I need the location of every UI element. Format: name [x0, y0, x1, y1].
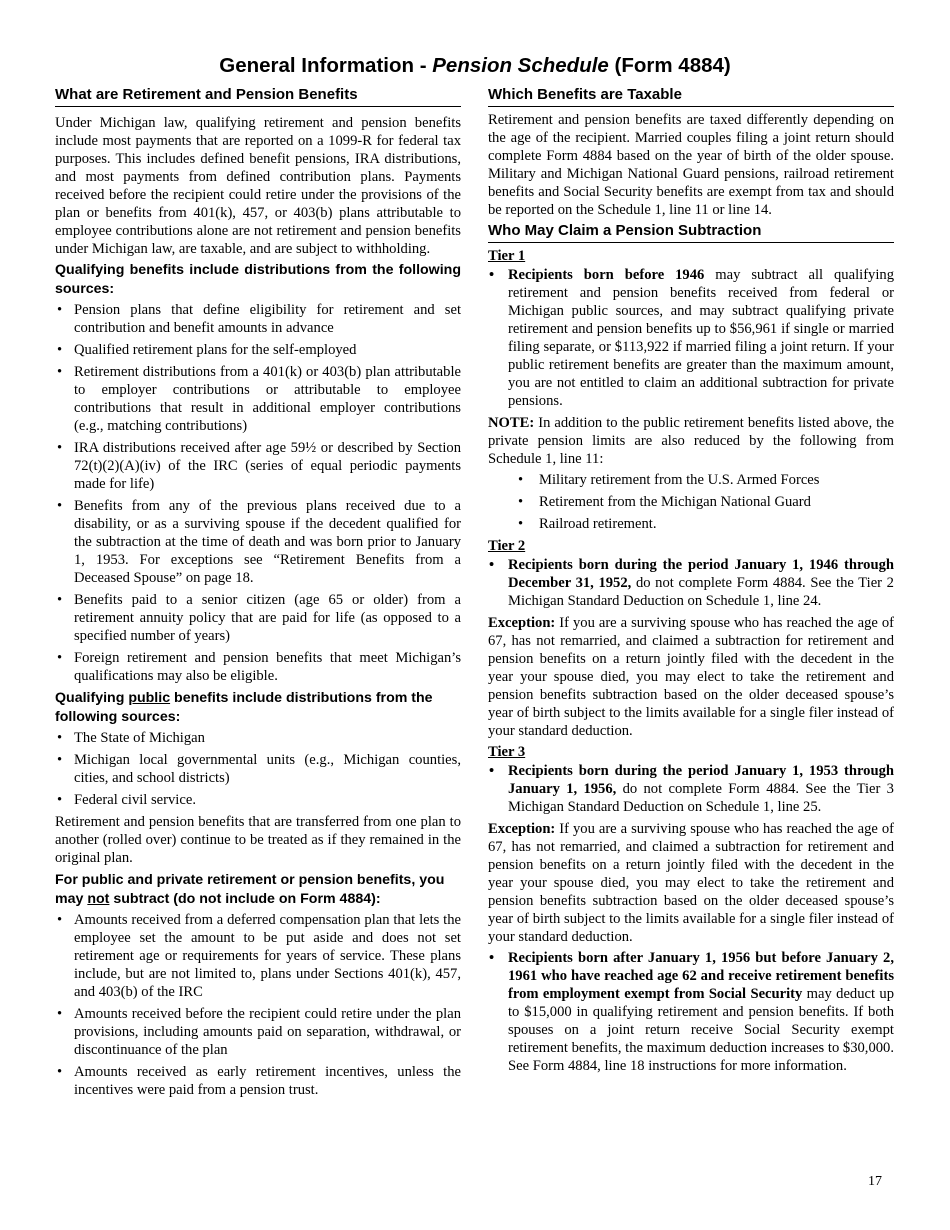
list-item: • Amounts received as early retirement incentives, unless the incentives were paid from a pension trust.	[55, 1063, 461, 1099]
list-item: • Qualified retirement plans for the self-employed	[55, 341, 461, 359]
tier-3-exception: Exception: If you are a surviving spouse who has reached the age of 67, has not remarried, and claimed a subtraction for retirement and pension benefits on a return jointly filed with the decedent in the year your spouse died, you may elect to take the retirement and pension benefits subtraction based on the older deceased spouse’s year of birth subject to the limits available for a single filer instead of your standard deduction.	[488, 821, 894, 945]
section-heading-taxable: Which Benefits are Taxable	[488, 86, 894, 107]
rollover-paragraph: Retirement and pension benefits that are transferred from one plan to another (rolled over) continue to be treated as if they remained in the original plan.	[55, 814, 461, 866]
tier-1-label: Tier 1	[488, 248, 526, 264]
tier-1-list	[488, 266, 894, 410]
list-item: • Federal civil service.	[55, 791, 461, 809]
public-heading: Qualifying public benefits include distributions from the following sources:	[55, 690, 433, 725]
page-number: 17	[868, 1174, 882, 1189]
list-item: • Foreign retirement and pension benefits that meet Michigan’s qualifications may also be eligible.	[55, 649, 461, 685]
page-title: General Information - Pension Schedule (Form 4884)	[219, 54, 731, 77]
list-item: • Amounts received from a deferred compensation plan that lets the employee set the amount to be put aside and does not set retirement age or requirements for years of service. These plans include, but are not limited to, plans under Sections 401(k), 457, and 403(b) of the IRC	[55, 911, 461, 1001]
list-item: • Railroad retirement.	[488, 515, 894, 533]
list-item: • Retirement from the Michigan National Guard	[488, 493, 894, 511]
list-item: • Recipients born during the period January 1, 1946 through December 31, 1952, do not complete Form 4884. See the Tier 2 Michigan Standard Deduction on Schedule 1, line 24.	[488, 556, 894, 610]
list-item: • Pension plans that define eligibility for retirement and set contribution and benefit amounts in advance	[55, 301, 461, 337]
list-item: • Benefits paid to a senior citizen (age 65 or older) from a retirement annuity policy that are paid for life (as opposed to a specified number of years)	[55, 591, 461, 645]
qualifying-heading: Qualifying benefits include distributions from the following sources:	[55, 262, 461, 297]
list-item: • Amounts received before the recipient could retire under the plan provisions, including amounts paid on separation, withdrawal, or discontinuance of the plan	[55, 1005, 461, 1059]
tier-2-exception: Exception: If you are a surviving spouse who has reached the age of 67, has not remarried, and claimed a subtraction for retirement and pension benefits on a return jointly filed with the decedent in the year your spouse died, you may elect to take the retirement and pension benefits subtraction based on the older deceased spouse’s year of birth subject to the limits available for a single filer instead of your standard deduction.	[488, 615, 894, 739]
list-item: • Retirement distributions from a 401(k) or 403(b) plan attributable to employer contributions or attributable to employee contributions that result in additional employer contributions (e.g., matching contributions)	[55, 363, 461, 435]
list-item: • Recipients born during the period January 1, 1953 through January 1, 1956, do not complete Form 4884. See the Tier 3 Michigan Standard Deduction on Schedule 1, line 25.	[488, 762, 894, 816]
after-1956-list	[488, 949, 894, 1075]
list-item: • Recipients born before 1946 may subtract all qualifying retirement and pension benefits received from federal or Michigan public sources, and may subtract qualifying private retirement and pension benefits up to $56,961 if single or married filing separate, or $113,922 if married filing a joint return. If your public retirement benefits are greater than the maximum amount, you are not entitled to claim an additional subtraction for private pensions.	[488, 266, 894, 410]
qualifying-list	[55, 301, 461, 685]
section-heading-retirement-benefits: What are Retirement and Pension Benefits	[55, 86, 461, 107]
tier-2-label: Tier 2	[488, 538, 526, 554]
tier-3-label: Tier 3	[488, 744, 526, 760]
not-subtract-heading: For public and private retirement or pension benefits, you may not subtract (do not include on Form 4884):	[55, 872, 445, 907]
left-column	[55, 86, 461, 1103]
note-paragraph: NOTE: In addition to the public retirement benefits listed above, the private pension limits are also reduced by the following from Schedule 1, line 11:	[488, 415, 894, 467]
list-item: • IRA distributions received after age 59½ or described by Section 72(t)(2)(A)(iv) of the IRC (series of equal periodic payments made for life)	[55, 439, 461, 493]
list-item: • Benefits from any of the previous plans received due to a disability, or as a surviving spouse if the decedent qualified for the subtraction at the time of death and was born prior to January 1, 1953. For exceptions see “Retirement Benefits from a Deceased Spouse” on page 18.	[55, 497, 461, 587]
public-list	[55, 729, 461, 809]
tier-2-list	[488, 556, 894, 610]
taxable-paragraph: Retirement and pension benefits are taxed differently depending on the age of the recipient. Married couples filing a joint return should complete Form 4884 based on the year of birth of the older spouse. Military and Michigan National Guard pensions, railroad retirement benefits and Social Security benefits are exempt from tax and should be reported on the Schedule 1, line 11 or line 14.	[488, 112, 894, 218]
list-item: • Military retirement from the U.S. Armed Forces	[488, 471, 894, 489]
note-list	[488, 471, 894, 533]
right-column	[488, 86, 894, 1079]
list-item: • Michigan local governmental units (e.g., Michigan counties, cities, and school districts)	[55, 751, 461, 787]
list-item: • The State of Michigan	[55, 729, 461, 747]
list-item: • Recipients born after January 1, 1956 but before January 2, 1961 who have reached age 62 and receive retirement benefits from employment exempt from Social Security may deduct up to $15,000 in qualifying retirement and pension benefits. If both spouses on a joint return receive Social Security exempt retirement benefits, the maximum deduction increases to $30,000. See Form 4884, line 18 instructions for more information.	[488, 949, 894, 1075]
not-subtract-list	[55, 911, 461, 1099]
intro-paragraph: Under Michigan law, qualifying retirement and pension benefits include most payments that are reported on a 1099-R for federal tax purposes. This includes defined benefit pensions, IRA distributions, and most payments from defined contribution plans. Payments received before the recipient could retire under the provisions of the plan or benefits from 401(k), 457, or 403(b) plans attributable to employee contributions alone are not retirement and pension benefits under Michigan law, are taxable, and are subject to withholding.	[55, 115, 461, 257]
section-heading-claim: Who May Claim a Pension Subtraction	[488, 222, 894, 243]
tier-3-list	[488, 762, 894, 816]
